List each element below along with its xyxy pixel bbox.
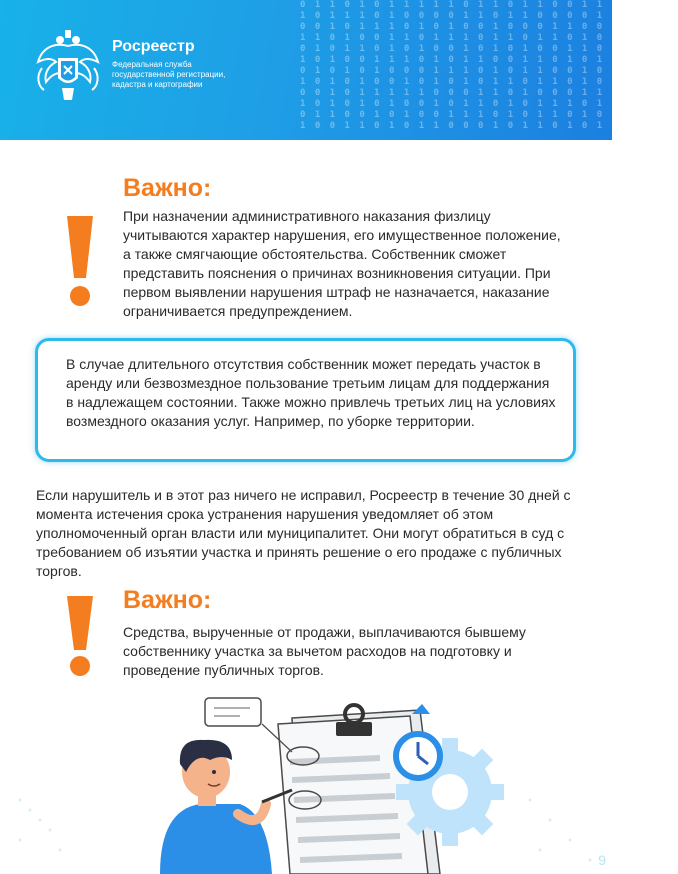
man-figure [160, 740, 292, 874]
org-subtitle-line: Федеральная служба [112, 60, 192, 69]
important-text: При назначении административного наказания физлицу учитываются характер нарушения, его имущественное положение, а также смягчающие обстоятельства. Собственник сможет представить пояснения о причинах возникновения ситуации. При первом выявлении нарушения штраф не назначается, наказание ограничивается предупреждением. [123, 208, 561, 319]
main-paragraph: Если нарушитель и в этот раз ничего не исправил, Росреестр в течение 30 дней с момента истечения срока устранения нарушения уведомляет об этом уполномоченный орган власти или муниципалитет. Они могут обратиться в суд с требованием об изъятии участка и принять решение о его продаже с публичных торгов. [36, 487, 571, 579]
org-subtitle-line: кадастра и картографии [112, 80, 203, 89]
important-text: Средства, вырученные от продажи, выплачиваются бывшему собственнику участка за вычетом расходов на подготовку и проведение публичных торгов. [123, 624, 526, 678]
info-callout [35, 338, 576, 462]
header-banner [0, 0, 678, 140]
org-subtitle-line: государственной регистрации, [112, 70, 226, 79]
binary-pattern: 0 1 1 0 1 0 1 1 1 1 1 0 1 1 0 1 1 0 0 1 1 1 0 0 1 1 1 0 1 1 1 0 1 0 0 0 0 1 1 0 1 1 0 0 0 0 1 0 1 1 0 1 0 0 1 0 1 1 1 0 1 0 1 0 0 1 0 0 0 1 1 0 0 0 1 0 1 1 1 1 0 1 0 0 1 1 0 1 1 1 0 1 1 0 1 1 0 1 0 1 1 0 0 1 0 1 0 1 1 0 1 0 1 0 0 1 0 1 0 1 0 0 1 1 0 1 0 0 1 1 1 0 1 0 0 1 1 1 0 1 0 1 1 0 0 1 1 0 1 0 1 0 1 1 0 0 0 1 0 1 0 1 0 0 0 1 1 1 0 1 0 1 1 0 0 1 0 0 1 1 0 1 1 0 1 0 1 0 0 1 0 1 0 1 0 1 1 0 1 1 0 1 0 0 1 1 1 0 0 0 1 0 1 1 1 1 1 0 0 0 1 1 0 1 0 0 0 1 1 1 0 0 1 0 1 0 1 0 1 0 1 0 0 1 0 1 1 0 1 0 1 1 1 0 1 0 1 0 0 1 0 1 1 0 0 1 0 1 0 0 1 1 1 0 1 0 1 1 0 1 0 0 1 0 1 1 1 0 0 1 1 0 1 0 1 1 0 0 0 1 0 1 1 0 1 0 1 0 0 0 1 0 [300, 0, 678, 131]
exclamation-icon [62, 212, 98, 308]
exclamation-icon [62, 594, 98, 678]
coat-of-arms-logo [32, 28, 104, 104]
important-title: Важно: [123, 174, 212, 202]
speech-bubble-icon [205, 698, 261, 726]
illustration-man-with-document [0, 680, 612, 874]
page-number: 9 [598, 852, 606, 868]
callout-text: В случае длительного отсутствия собственник может передать участок в аренду или безвозмездное пользование третьим лицам для поддержания в надлежащем состоянии. Также можно привлечь третьих лиц на условиях возмездного оказания услуг. Например, по уборке территории. [66, 356, 556, 429]
org-name: Росреестр [112, 38, 195, 55]
clock-icon [396, 734, 440, 778]
org-subtitle [112, 60, 262, 90]
important-title: Важно: [123, 586, 212, 614]
